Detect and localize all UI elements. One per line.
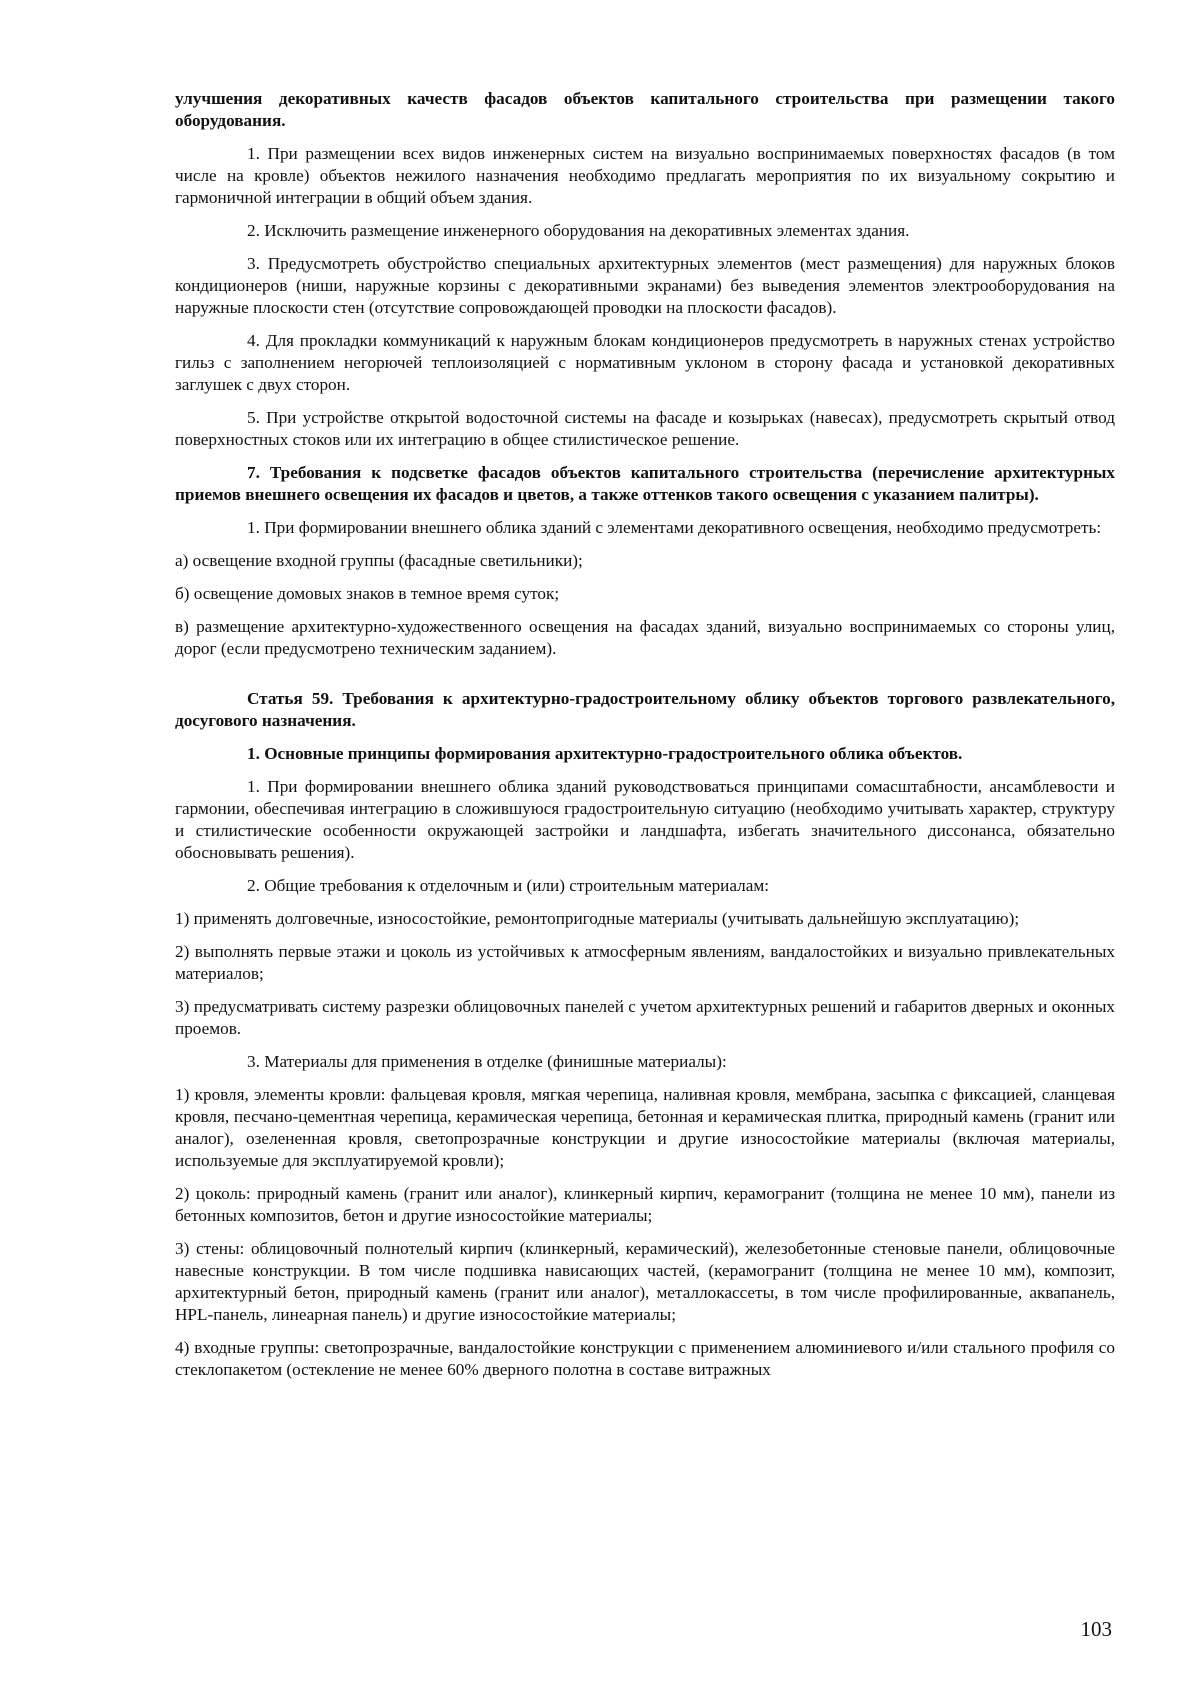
list-item: 1) кровля, элементы кровли: фальцевая кровля, мягкая черепица, наливная кровля, мембрана, засыпка с фиксацией, сланцевая кровля, песчано-цементная черепица, керамическая черепица, бетонная и керамическая плитка, природный камень (гранит или аналог), озелененная кровля, светопрозрачные конструкции и другие износостойкие материалы (включая материалы, используемые для эксплуатируемой кровли); (175, 1085, 1115, 1170)
section-heading: 1. Основные принципы формирования архитектурно-градостроительного облика объектов. (247, 744, 963, 763)
paragraph: 1. При формировании внешнего облика зданий с элементами декоративного освещения, необходимо предусмотреть: (247, 518, 1102, 537)
paragraph: 2. Исключить размещение инженерного оборудования на декоративных элементах здания. (247, 221, 910, 240)
paragraph: 2. Общие требования к отделочным и (или) строительным материалам: (247, 876, 769, 895)
list-item: 3) предусматривать систему разрезки облицовочных панелей с учетом архитектурных решений и габаритов дверных и оконных проемов. (175, 997, 1115, 1038)
paragraph: 4. Для прокладки коммуникаций к наружным блокам кондиционеров предусмотреть в наружных стенах устройство гильз с заполнением негорючей теплоизоляцией с нормативным уклоном в сторону фасада и установкой декоративных заглушек с двух сторон. (175, 331, 1115, 394)
paragraph: 5. При устройстве открытой водосточной системы на фасаде и козырьках (навесах), предусмотреть скрытый отвод поверхностных стоков или их интеграцию в общее стилистическое решение. (175, 408, 1115, 449)
paragraph: 3. Материалы для применения в отделке (финишные материалы): (247, 1052, 727, 1071)
list-item: 1) применять долговечные, износостойкие, ремонтопригодные материалы (учитывать дальнейшую эксплуатацию); (175, 909, 1020, 928)
paragraph: 3. Предусмотреть обустройство специальных архитектурных элементов (мест размещения) для наружных блоков кондиционеров (ниши, наружные корзины с декоративными экранами) без выведения элементов электрооборудования на наружные плоскости стен (отсутствие сопровождающей проводки на плоскости фасадов). (175, 254, 1115, 317)
page-body (175, 88, 1115, 1392)
article-heading: Статья 59. Требования к архитектурно-градостроительному облику объектов торгового развлекательного, досугового назначения. (175, 689, 1115, 730)
page-number: 103 (1080, 1617, 1112, 1641)
paragraph: 1. При формировании внешнего облика зданий руководствоваться принципами сомасштабности, ансамблевости и гармонии, обеспечивая интеграцию в сложившуюся градостроительную ситуацию (необходимо учитывать характер, структуру и стилистические особенности окружающей застройки и ландшафта, избегать значительного диссонанса, обязательно обосновывать решения). (175, 777, 1115, 862)
list-item: 4) входные группы: светопрозрачные, вандалостойкие конструкции с применением алюминиевого и/или стального профиля со стеклопакетом (остекление не менее 60% дверного полотна в составе витражных (175, 1338, 1115, 1379)
paragraph: 1. При размещении всех видов инженерных систем на визуально воспринимаемых поверхностях фасадов (в том числе на кровле) объектов нежилого назначения необходимо предлагать мероприятия по их визуальному сокрытию и гармоничной интеграции в общий объем здания. (175, 144, 1115, 207)
list-item: 3) стены: облицовочный полнотелый кирпич (клинкерный, керамический), железобетонные стеновые панели, облицовочные навесные конструкции. В том числе подшивка нависающих частей, (керамогранит (толщина не менее 10 мм), композит, архитектурный бетон, природный камень (гранит или аналог), металлокассеты, в том числе профилированные, аквапанель, HPL-панель, линеарная панель) и другие износостойкие материалы; (175, 1239, 1115, 1324)
list-item: 2) выполнять первые этажи и цоколь из устойчивых к атмосферным явлениям, вандалостойких и визуально привлекательных материалов; (175, 942, 1115, 983)
list-item: в) размещение архитектурно-художественного освещения на фасадах зданий, визуально воспринимаемых со стороны улиц, дорог (если предусмотрено техническим заданием). (175, 617, 1115, 658)
list-item: б) освещение домовых знаков в темное время суток; (175, 584, 560, 603)
list-item: а) освещение входной группы (фасадные светильники); (175, 551, 583, 570)
paragraph: улучшения декоративных качеств фасадов объектов капитального строительства при размещении такого оборудования. (175, 89, 1115, 130)
list-item: 2) цоколь: природный камень (гранит или аналог), клинкерный кирпич, керамогранит (толщина не менее 10 мм), панели из бетонных композитов, бетон и другие износостойкие материалы; (175, 1184, 1115, 1225)
section-heading: 7. Требования к подсветке фасадов объектов капитального строительства (перечисление архитектурных приемов внешнего освещения их фасадов и цветов, а также оттенков такого освещения с указанием палитры). (175, 463, 1115, 504)
